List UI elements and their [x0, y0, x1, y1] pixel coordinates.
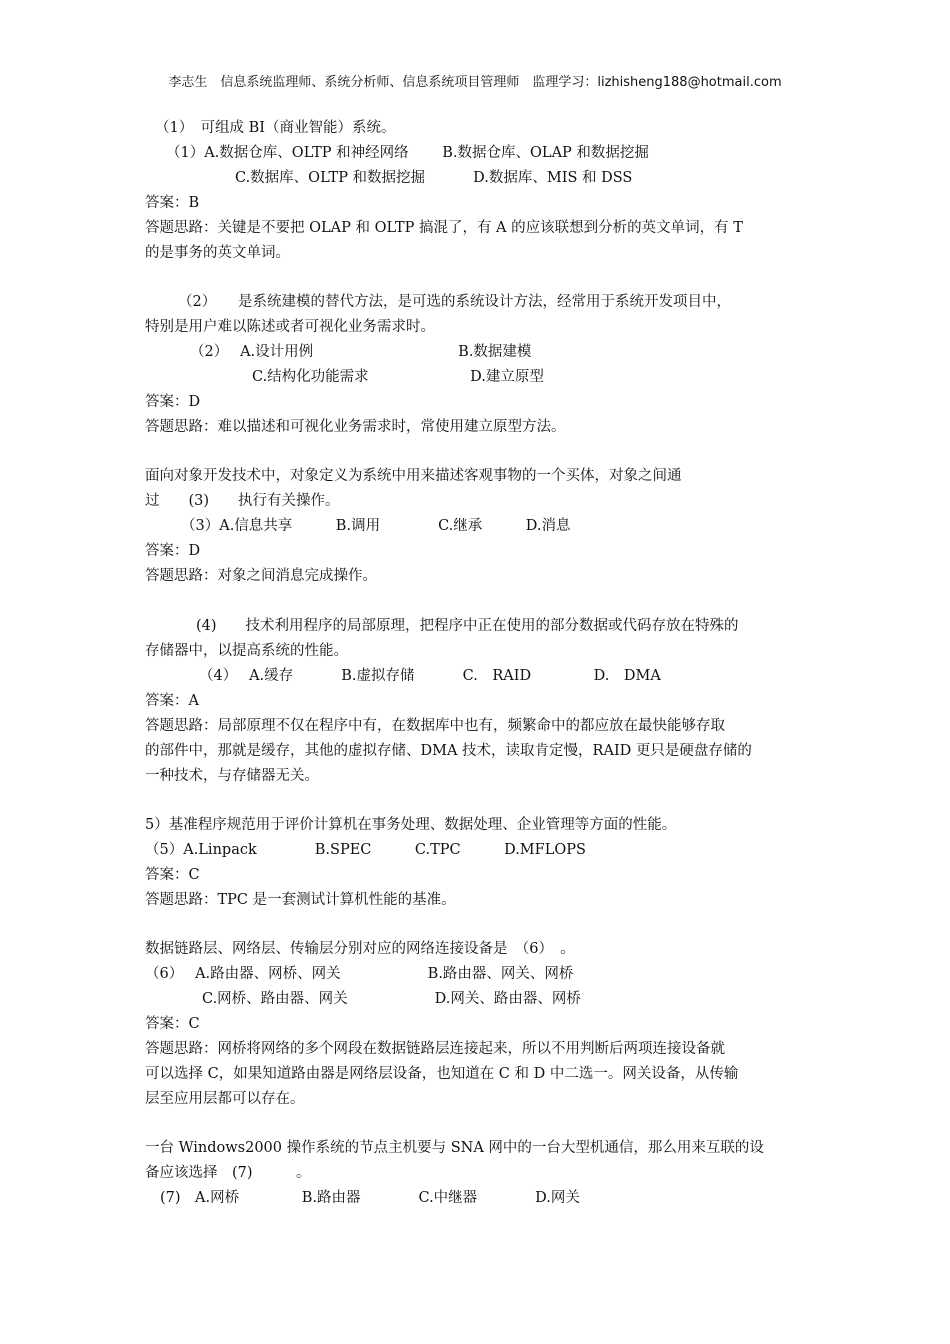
q4-options: （4） A.缓存 B.虚拟存储 C. RAID D. DMA	[199, 668, 661, 684]
q4-answer: 答案：A	[145, 693, 199, 709]
page-header: 李志生 信息系统监理师、系统分析师、信息系统项目管理师 监理学习：lizhisheng188@hotmail.com	[168, 75, 782, 90]
q1-stem: （1） 可组成 BI（商业智能）系统。	[155, 120, 396, 136]
q6-analysis-line-2: 可以选择 C，如果知道路由器是网络层设备，也知道在 C 和 D 中二选一。网关设备，从传输	[145, 1066, 739, 1082]
q4-analysis-line-2: 的部件中，那就是缓存，其他的虚拟存储、DMA 技术，读取肯定慢，RAID 更只是硬盘存储的	[145, 743, 752, 759]
q2-stem-line-1: （2） 是系统建模的替代方法，是可选的系统设计方法，经常用于系统开发项目中，	[178, 294, 731, 310]
q3-stem-line-2: 过 (3) 执行有关操作。	[145, 493, 340, 509]
q1-answer: 答案：B	[145, 195, 200, 211]
q6-analysis-line-3: 层至应用层都可以存在。	[145, 1091, 305, 1107]
q7-options: (7) A.网桥 B.路由器 C.中继器 D.网关	[160, 1190, 580, 1206]
q3-stem-line-1: 面向对象开发技术中，对象定义为系统中用来描述客观事物的一个买体，对象之间通	[145, 468, 682, 484]
q5-stem: 5）基准程序规范用于评价计算机在事务处理、数据处理、企业管理等方面的性能。	[145, 817, 677, 833]
q2-answer: 答案：D	[145, 394, 201, 410]
q4-stem-line-2: 存储器中，以提高系统的性能。	[145, 643, 348, 659]
q5-analysis: 答题思路：TPC 是一套测试计算机性能的基准。	[145, 892, 456, 908]
q3-answer: 答案：D	[145, 543, 201, 559]
q1-options-cd: C.数据库、OLTP 和数据挖掘 D.数据库、MIS 和 DSS	[235, 170, 633, 186]
q6-options-ab: （6） A.路由器、网桥、网关 B.路由器、网关、网桥	[145, 966, 574, 982]
q3-options: （3）A.信息共享 B.调用 C.继承 D.消息	[181, 518, 571, 534]
q6-analysis-line-1: 答题思路：网桥将网络的多个网段在数据链路层连接起来，所以不用判断后两项连接设备就	[145, 1041, 725, 1057]
q5-answer: 答案：C	[145, 867, 200, 883]
q4-stem-line-1: (4) 技术利用程序的局部原理，把程序中正在使用的部分数据或代码存放在特殊的	[196, 618, 739, 634]
q6-options-cd: C.网桥、路由器、网关 D.网关、路由器、网桥	[202, 991, 581, 1007]
q7-stem-line-1: 一台 Windows2000 操作系统的节点主机要与 SNA 网中的一台大型机通信，那么用来互联的设	[145, 1140, 764, 1156]
q6-stem: 数据链路层、网络层、传输层分别对应的网络连接设备是 （6） 。	[145, 941, 575, 957]
q3-analysis: 答题思路：对象之间消息完成操作。	[145, 568, 377, 584]
q4-analysis-line-1: 答题思路：局部原理不仅在程序中有，在数据库中也有，频繁命中的都应放在最快能够存取	[145, 718, 725, 734]
q2-stem-line-2: 特别是用户难以陈述或者可视化业务需求时。	[145, 319, 435, 335]
q2-options-cd: C.结构化功能需求 D.建立原型	[252, 369, 544, 385]
q2-options-ab: （2） A.设计用例 B.数据建模	[190, 344, 532, 360]
q6-answer: 答案：C	[145, 1016, 200, 1032]
q1-analysis-line-2: 的是事务的英文单词。	[145, 245, 290, 261]
q1-analysis-line-1: 答题思路：关键是不要把 OLAP 和 OLTP 搞混了，有 A 的应该联想到分析的英文单词，有 T	[145, 220, 743, 236]
q1-options-ab: （1）A.数据仓库、OLTP 和神经网络 B.数据仓库、OLAP 和数据挖掘	[166, 145, 649, 161]
q7-stem-line-2: 备应该选择 (7) 。	[145, 1165, 311, 1181]
q4-analysis-line-3: 一种技术，与存储器无关。	[145, 768, 319, 784]
q2-analysis: 答题思路：难以描述和可视化业务需求时，常使用建立原型方法。	[145, 419, 566, 435]
q5-options: （5）A.Linpack B.SPEC C.TPC D.MFLOPS	[145, 842, 586, 858]
